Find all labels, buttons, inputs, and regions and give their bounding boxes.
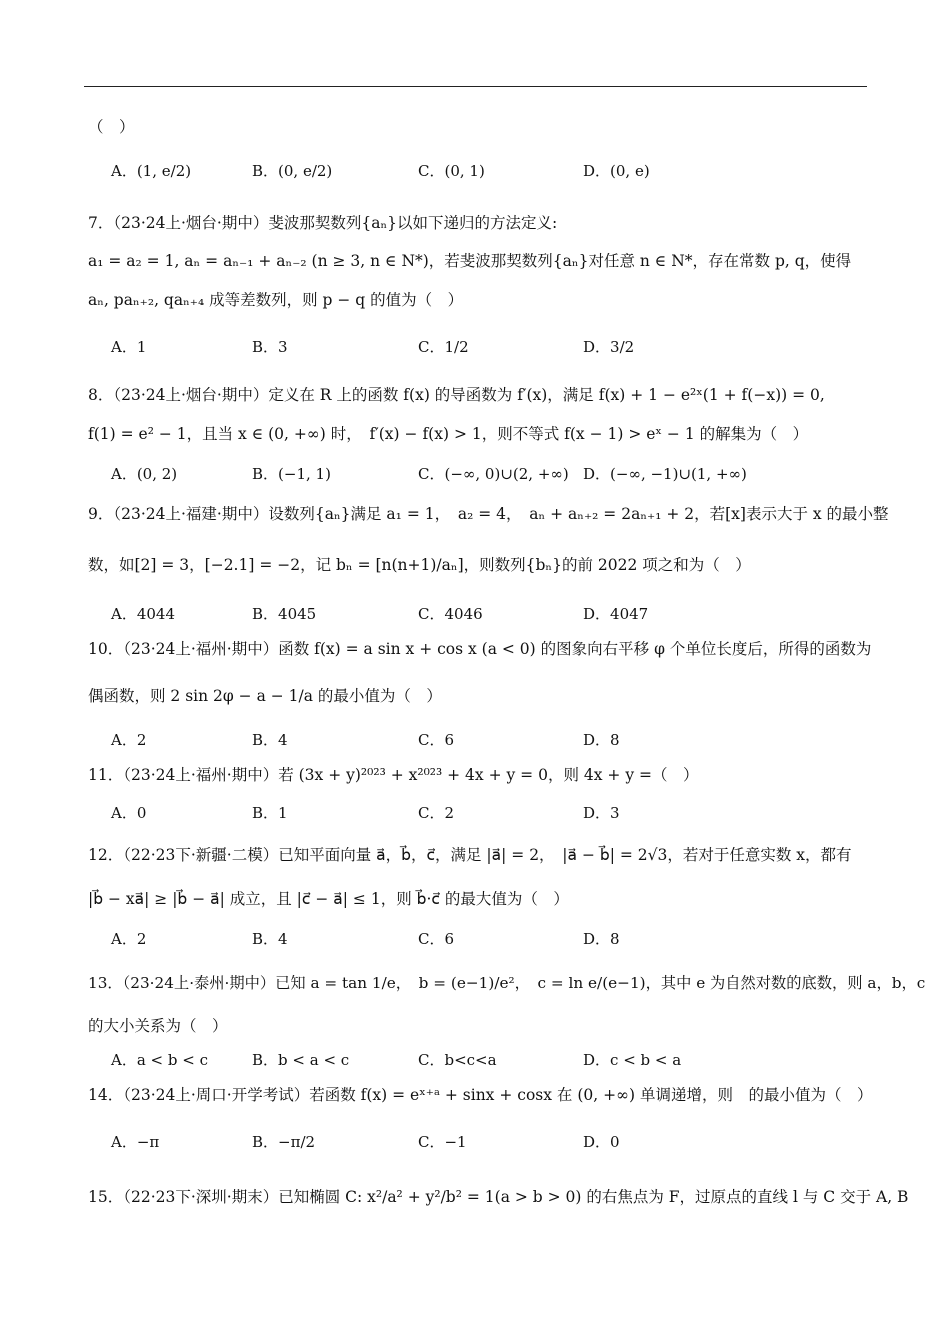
q10-option-b: B．4 — [252, 731, 288, 749]
q9-stem-2: 数，如[2] = 3，[−2.1] = −2，记 bₙ = [n(n+1)/aₙ]，则数列{bₙ}的前 2022 项之和为（ ） — [88, 556, 751, 574]
q8-option-d: D．(−∞, −1)∪(1, +∞) — [583, 465, 747, 483]
q8-option-c: C．(−∞, 0)∪(2, +∞) — [418, 465, 569, 483]
q6-option-d: D．(0, e) — [583, 162, 650, 180]
q11-option-b: B．1 — [252, 804, 288, 822]
q12-option-a: A．2 — [111, 930, 147, 948]
q6-option-b: B．(0, e/2) — [252, 162, 333, 180]
q9-option-c: C．4046 — [418, 605, 483, 623]
q13-option-b: B．b < a < c — [252, 1051, 350, 1069]
q7-option-a: A．1 — [111, 338, 147, 356]
q7-option-d: D．3/2 — [583, 338, 635, 356]
q13-option-c: C．b<c<a — [418, 1051, 497, 1069]
q9-option-d: D．4047 — [583, 605, 649, 623]
q14-option-d: D．0 — [583, 1133, 620, 1151]
q13-option-d: D．c < b < a — [583, 1051, 682, 1069]
q13-stem-2: 的大小关系为（ ） — [88, 1017, 228, 1035]
q9-option-a: A．4044 — [111, 605, 176, 623]
q13-stem-1: 13．（23·24上·泰州·期中）已知 a = tan 1/e， b = (e−1)/e²， c = ln e/(e−1)，其中 e 为自然对数的底数，则 a，b，c — [88, 974, 926, 992]
q7-stem-2: a₁ = a₂ = 1, aₙ = aₙ₋₁ + aₙ₋₂ (n ≥ 3, n ∈ N*)，若斐波那契数列{aₙ}对任意 n ∈ N*，存在常数 p, q，使得 — [88, 252, 852, 270]
q10-option-c: C．6 — [418, 731, 455, 749]
q11-option-a: A．0 — [111, 804, 147, 822]
q8-option-b: B．(−1, 1) — [252, 465, 331, 483]
q10-option-d: D．8 — [583, 731, 620, 749]
q7-stem-1: 7．（23·24上·烟台·期中）斐波那契数列{aₙ}以如下递归的方法定义: — [88, 214, 558, 232]
q15-stem: 15．（22·23下·深圳·期末）已知椭圆 C: x²/a² + y²/b² = 1(a > b > 0) 的右焦点为 F，过原点的直线 l 与 C 交于 A, B — [88, 1188, 909, 1206]
q9-option-b: B．4045 — [252, 605, 317, 623]
q14-option-b: B．−π/2 — [252, 1133, 316, 1151]
q14-stem: 14．（23·24上·周口·开学考试）若函数 f(x) = eˣ⁺ᵃ + sinx + cosx 在 (0, +∞) 单调递增，则 的最小值为（ ） — [88, 1086, 873, 1104]
q8-stem-1: 8．（23·24上·烟台·期中）定义在 R 上的函数 f(x) 的导函数为 f′(x)，满足 f(x) + 1 − e²ˣ(1 + f(−x)) = 0, — [88, 386, 825, 404]
q12-option-d: D．8 — [583, 930, 620, 948]
header-rule — [84, 86, 867, 87]
q7-option-b: B．3 — [252, 338, 288, 356]
q9-stem-1: 9．（23·24上·福建·期中）设数列{aₙ}满足 a₁ = 1， a₂ = 4， aₙ + aₙ₊₂ = 2aₙ₊₁ + 2，若[x]表示大于 x 的最小整 — [88, 505, 889, 523]
q12-stem-1: 12．（22·23下·新疆·二模）已知平面向量 a⃗，b⃗，c⃗，满足 |a⃗| = 2， |a⃗ − b⃗| = 2√3，若对于任意实数 x，都有 — [88, 846, 852, 864]
q11-stem: 11．（23·24上·福州·期中）若 (3x + y)²⁰²³ + x²⁰²³ + 4x + y = 0，则 4x + y =（ ） — [88, 766, 699, 784]
q10-option-a: A．2 — [111, 731, 147, 749]
q6-option-c: C．(0, 1) — [418, 162, 485, 180]
q7-stem-3: aₙ, paₙ₊₂, qaₙ₊₄ 成等差数列，则 p − q 的值为（ ） — [88, 291, 464, 309]
q8-stem-2: f(1) = e² − 1，且当 x ∈ (0, +∞) 时， f′(x) − f(x) > 1，则不等式 f(x − 1) > eˣ − 1 的解集为（ ） — [88, 425, 809, 443]
q12-option-b: B．4 — [252, 930, 288, 948]
q12-option-c: C．6 — [418, 930, 455, 948]
q13-option-a: A．a < b < c — [111, 1051, 208, 1069]
answer-blank: （ ） — [88, 118, 135, 136]
q10-stem-1: 10．（23·24上·福州·期中）函数 f(x) = a sin x + cos x (a < 0) 的图象向右平移 φ 个单位长度后，所得的函数为 — [88, 640, 872, 658]
q11-option-c: C．2 — [418, 804, 455, 822]
q6-option-a: A．(1, e/2) — [111, 162, 192, 180]
q7-option-c: C．1/2 — [418, 338, 469, 356]
q14-option-a: A．−π — [111, 1133, 160, 1151]
q8-option-a: A．(0, 2) — [111, 465, 178, 483]
q12-stem-2: |b⃗ − xa⃗| ≥ |b⃗ − a⃗| 成立，且 |c⃗ − a⃗| ≤ 1，则 b⃗·c⃗ 的最大值为（ ） — [88, 890, 569, 908]
q10-stem-2: 偶函数，则 2 sin 2φ − a − 1/a 的最小值为（ ） — [88, 687, 442, 705]
q11-option-d: D．3 — [583, 804, 620, 822]
q14-option-c: C．−1 — [418, 1133, 467, 1151]
